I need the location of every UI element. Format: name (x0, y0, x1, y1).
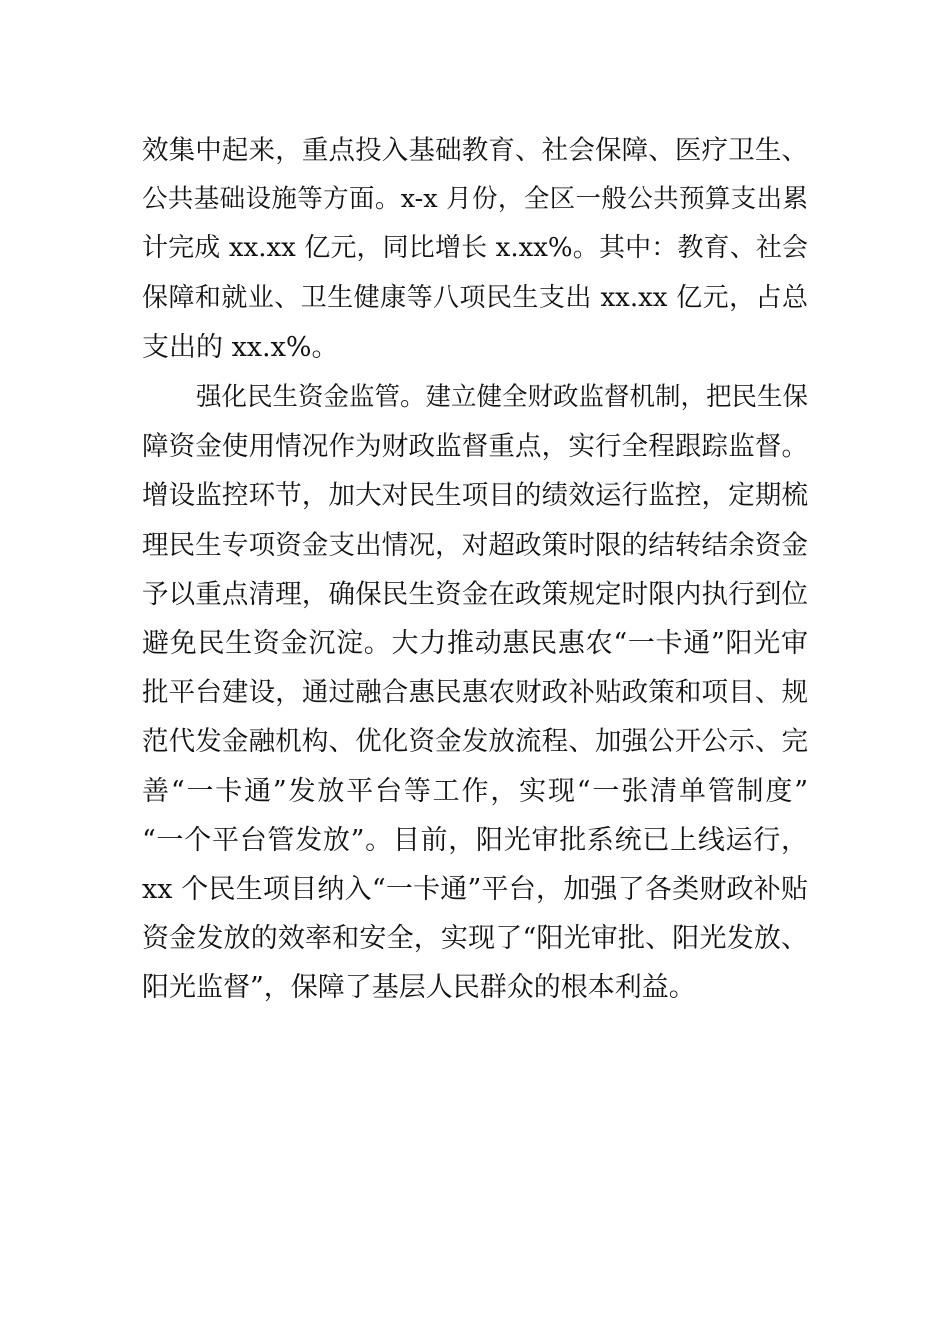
paragraph-line: 支出的 xx.x%。 (142, 331, 339, 363)
paragraph-line: “一个平台管发放”。目前，阳光审批系统已上线运行， (142, 824, 808, 856)
paragraph-line: 计完成 xx.xx 亿元，同比增长 x.xx%。其中：教育、社会 (142, 233, 808, 264)
paragraph-line: 善“一卡通”发放平台等工作，实现“一张清单管制度” (142, 775, 808, 807)
paragraph-line: 理民生专项资金支出情况，对超政策时限的结转结余资金 (142, 529, 808, 561)
paragraph-line: xx 个民生项目纳入“一卡通”平台，加强了各类财政补贴 (142, 873, 808, 905)
paragraph-line: 公共基础设施等方面。x-x 月份，全区一般公共预算支出累 (142, 184, 808, 215)
paragraph-line: 批平台建设，通过融合惠民惠农财政补贴政策和项目、规 (142, 677, 808, 709)
paragraph-fund-supervision (142, 373, 808, 1012)
paragraph-line: 障资金使用情况作为财政监督重点，实行全程跟踪监督。 (142, 431, 808, 463)
paragraph-line: 强化民生资金监管。建立健全财政监督机制，把民生保 (196, 382, 809, 412)
paragraph-line: 保障和就业、卫生健康等八项民生支出 xx.xx 亿元，占总 (142, 282, 808, 313)
paragraph-line: 效集中起来，重点投入基础教育、社会保障、医疗卫生、 (142, 135, 808, 166)
paragraph-line: 避免民生资金沉淀。大力推动惠民惠农“一卡通”阳光审 (142, 627, 808, 659)
paragraph-line: 范代发金融机构、优化资金发放流程、加强公开公示、完 (142, 726, 808, 758)
paragraph-line: 增设监控环节，加大对民生项目的绩效运行监控，定期梳 (142, 480, 808, 512)
paragraph-line: 予以重点清理，确保民生资金在政策规定时限内执行到位 (142, 578, 808, 610)
paragraph-line: 资金发放的效率和安全，实现了“阳光审批、阳光发放、 (142, 923, 808, 955)
paragraph-line: 阳光监督”，保障了基层人民群众的根本利益。 (142, 972, 696, 1004)
paragraph-budget-spending (142, 126, 808, 372)
